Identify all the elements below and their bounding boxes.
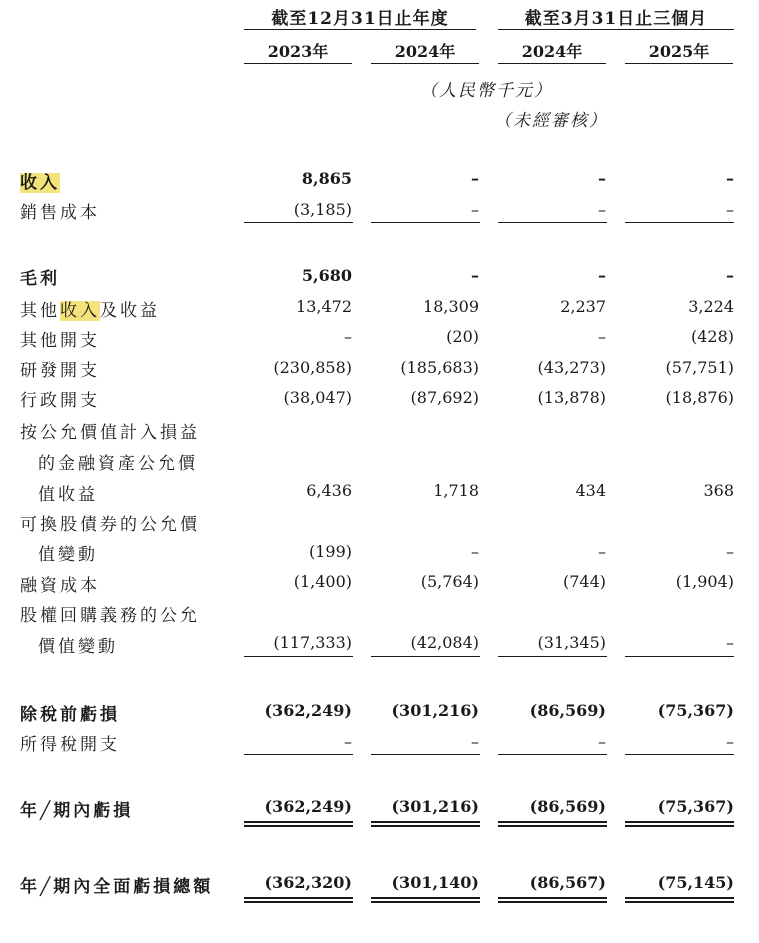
year-rule-1 [244, 63, 352, 64]
year-col-3: 2024年 [521, 42, 583, 61]
other-income-q2024: 2,237 [560, 297, 606, 316]
loss-before-tax-q2025: (75,367) [657, 701, 734, 720]
row-label-admin: 行政開支 [20, 391, 100, 411]
row-label-other-expenses: 其他開支 [20, 331, 100, 351]
total-double-rule-4 [625, 897, 734, 903]
cost-rule-2 [371, 222, 480, 223]
row-label-fvtpl-2: 的金融資產公允價 [38, 454, 198, 474]
repurchase-rule-3 [498, 656, 607, 657]
loss-before-tax-2024: (301,216) [391, 701, 479, 720]
fvtpl-q2024: 434 [575, 481, 606, 500]
loss-period-2023: (362,249) [264, 797, 352, 816]
fvtpl-q2025: 368 [703, 481, 734, 500]
repurchase-2023: (117,333) [273, 633, 352, 652]
year-rule-4 [625, 63, 733, 64]
total-double-rule-1 [244, 897, 353, 903]
header-quarter-group: 截至3月31日止三個月 [524, 9, 708, 29]
loss-period-q2025: (75,367) [657, 797, 734, 816]
loss-period-q2024: (86,569) [529, 797, 606, 816]
income-tax-2023: – [344, 732, 352, 751]
cost-of-sales-q2024: – [598, 200, 606, 219]
year-rule-2 [371, 63, 479, 64]
row-label-total-comprehensive-loss: 年╱期內全面虧損總額 [20, 877, 214, 897]
header-quarter-rule [498, 29, 734, 30]
repurchase-q2025: – [726, 633, 734, 652]
rnd-2024: (185,683) [400, 358, 479, 377]
convertible-q2024: – [598, 542, 606, 561]
row-label-cost-of-sales: 銷售成本 [20, 203, 100, 223]
cost-rule-1 [244, 222, 353, 223]
year-rule-3 [498, 63, 606, 64]
finance-costs-q2025: (1,904) [675, 572, 734, 591]
year-col-1: 2023年 [267, 42, 329, 61]
year-col-2: 2024年 [394, 42, 456, 61]
fvtpl-2023: 6,436 [306, 481, 352, 500]
repurchase-rule-1 [244, 656, 353, 657]
loss-period-double-rule-2 [371, 821, 480, 827]
admin-q2024: (13,878) [537, 388, 606, 407]
gross-profit-2024: – [471, 266, 479, 285]
convertible-2023: (199) [308, 542, 352, 561]
row-label-loss-before-tax: 除稅前虧損 [20, 705, 120, 725]
unit-label: （人民幣千元） [420, 81, 553, 101]
total-comprehensive-loss-q2025: (75,145) [657, 873, 734, 892]
total-double-rule-2 [371, 897, 480, 903]
finance-costs-2023: (1,400) [293, 572, 352, 591]
loss-before-tax-2023: (362,249) [264, 701, 352, 720]
other-expenses-q2025: (428) [690, 327, 734, 346]
header-year-rule [244, 29, 476, 30]
other-expenses-2023: – [344, 327, 352, 346]
income-tax-q2025: – [726, 732, 734, 751]
loss-period-double-rule-1 [244, 821, 353, 827]
total-comprehensive-loss-q2024: (86,567) [529, 873, 606, 892]
other-expenses-q2024: – [598, 327, 606, 346]
revenue-q2025: – [726, 169, 734, 188]
revenue-2023: 8,865 [301, 169, 352, 188]
row-label-rnd: 研發開支 [20, 361, 100, 381]
row-label-revenue: 收入 [20, 173, 60, 193]
rnd-q2024: (43,273) [537, 358, 606, 377]
cost-of-sales-2024: – [471, 200, 479, 219]
other-income-q2025: 3,224 [688, 297, 734, 316]
row-label-convertible-1: 可換股債券的公允價 [20, 515, 200, 535]
row-label-loss-period: 年╱期內虧損 [20, 801, 134, 821]
total-comprehensive-loss-2023: (362,320) [264, 873, 352, 892]
tax-rule-1 [244, 754, 353, 755]
loss-before-tax-q2024: (86,569) [529, 701, 606, 720]
year-col-4: 2025年 [648, 42, 710, 61]
convertible-2024: – [471, 542, 479, 561]
row-label-finance-costs: 融資成本 [20, 576, 100, 596]
convertible-q2025: – [726, 542, 734, 561]
row-label-convertible-2: 值變動 [38, 545, 98, 565]
row-label-gross-profit: 毛利 [20, 269, 60, 289]
cost-rule-4 [625, 222, 734, 223]
admin-q2025: (18,876) [665, 388, 734, 407]
other-expenses-2024: (20) [446, 327, 479, 346]
total-comprehensive-loss-2024: (301,140) [391, 873, 479, 892]
gross-profit-q2024: – [598, 266, 606, 285]
income-tax-q2024: – [598, 732, 606, 751]
row-label-repurchase-2: 價值變動 [38, 637, 118, 657]
repurchase-rule-4 [625, 656, 734, 657]
fvtpl-2024: 1,718 [433, 481, 479, 500]
tax-rule-2 [371, 754, 480, 755]
finance-costs-q2024: (744) [562, 572, 606, 591]
cost-rule-3 [498, 222, 607, 223]
loss-period-2024: (301,216) [391, 797, 479, 816]
rnd-2023: (230,858) [273, 358, 352, 377]
repurchase-q2024: (31,345) [537, 633, 606, 652]
revenue-2024: – [471, 169, 479, 188]
other-income-2024: 18,309 [423, 297, 479, 316]
loss-period-double-rule-4 [625, 821, 734, 827]
row-label-other-income: 其他收入及收益 [20, 301, 160, 321]
total-double-rule-3 [498, 897, 607, 903]
unaudited-label: （未經審核） [494, 111, 608, 131]
row-label-income-tax: 所得稅開支 [20, 735, 120, 755]
row-label-repurchase-1: 股權回購義務的公允 [20, 606, 200, 626]
finance-costs-2024: (5,764) [420, 572, 479, 591]
row-label-fvtpl-1: 按公允價值計入損益 [20, 423, 200, 443]
repurchase-rule-2 [371, 656, 480, 657]
admin-2023: (38,047) [283, 388, 352, 407]
income-tax-2024: – [471, 732, 479, 751]
loss-period-double-rule-3 [498, 821, 607, 827]
tax-rule-3 [498, 754, 607, 755]
other-income-2023: 13,472 [296, 297, 352, 316]
gross-profit-2023: 5,680 [301, 266, 352, 285]
revenue-q2024: – [598, 169, 606, 188]
cost-of-sales-2023: (3,185) [293, 200, 352, 219]
admin-2024: (87,692) [410, 388, 479, 407]
header-year-group: 截至12月31日止年度 [271, 9, 449, 29]
rnd-q2025: (57,751) [665, 358, 734, 377]
repurchase-2024: (42,084) [410, 633, 479, 652]
gross-profit-q2025: – [726, 266, 734, 285]
row-label-fvtpl-3: 值收益 [38, 485, 98, 505]
cost-of-sales-q2025: – [726, 200, 734, 219]
tax-rule-4 [625, 754, 734, 755]
